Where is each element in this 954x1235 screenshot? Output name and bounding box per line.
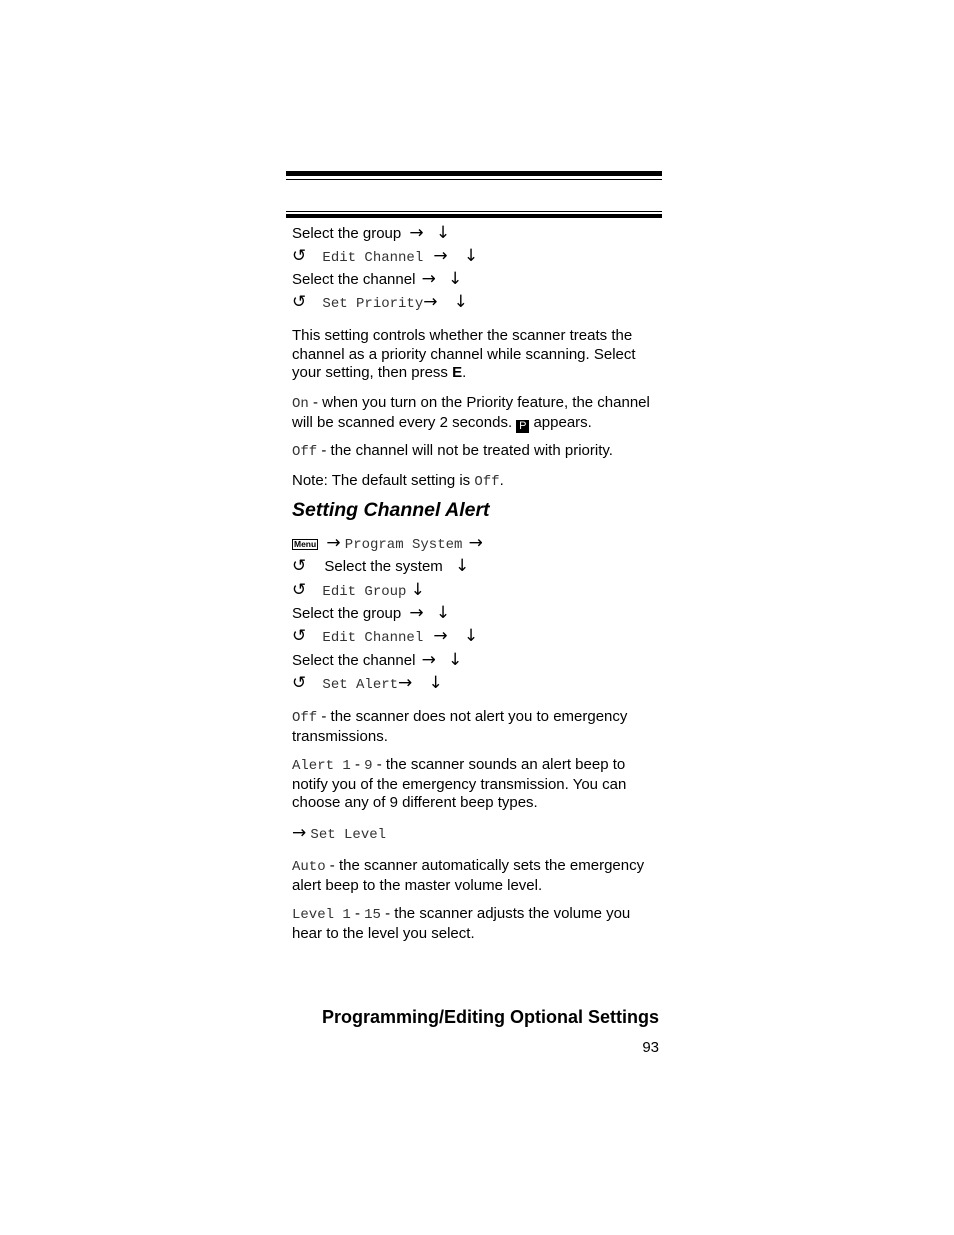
priority-note: Note: The default setting is Off. — [292, 472, 504, 490]
arrow-down-icon: ↓ — [463, 626, 479, 646]
arrow-right-icon: → — [409, 603, 424, 623]
priority-off-desc: Off - the channel will not be treated with priority. — [292, 442, 613, 460]
arrow-down-icon: ↓ — [410, 580, 425, 600]
arrow-right-icon: → — [409, 223, 424, 243]
level-desc: Level 1 - 15 - the scanner adjusts the volume you hear to the level you select. — [292, 905, 631, 942]
top-rule-thin — [286, 179, 662, 180]
step-select-system: ↺ Select the system ↓ — [292, 556, 470, 576]
rotate-icon: ↺ — [292, 673, 307, 693]
step-edit-channel: ↺ Edit Channel → ↓ — [292, 246, 479, 266]
section-rule-thick — [286, 214, 662, 218]
arrow-right-icon: → — [433, 626, 448, 646]
rotate-icon: ↺ — [292, 292, 307, 312]
step-select-channel-2: Select the channel → ↓ — [292, 650, 463, 670]
top-rule-thick — [286, 171, 662, 176]
arrow-down-icon: ↓ — [435, 603, 451, 623]
auto-desc: Auto - the scanner automatically sets the emergency alert beep to the master volume level. — [292, 857, 645, 894]
arrow-right-icon: → — [398, 673, 413, 693]
footer-title: Programming/Editing Optional Settings — [321, 1007, 659, 1027]
arrow-down-icon: ↓ — [448, 650, 463, 670]
arrow-down-icon: ↓ — [448, 269, 463, 289]
arrow-right-icon: → — [468, 533, 483, 553]
step-set-priority: ↺ Set Priority→ ↓ — [292, 292, 468, 312]
step-set-alert: ↺ Set Alert→ ↓ — [292, 673, 443, 693]
step-select-group: Select the group → ↓ — [292, 223, 451, 243]
alert-levels-desc: Alert 1 - 9 - the scanner sounds an alert beep to notify you of the emergency transmission. You can choose any of 9 different beep types. — [292, 756, 627, 811]
step-set-level: → Set Level — [292, 823, 387, 843]
arrow-right-icon: → — [292, 823, 307, 843]
arrow-right-icon: → — [421, 650, 436, 670]
arrow-down-icon: ↓ — [454, 556, 470, 576]
step-select-group-2: Select the group → ↓ — [292, 603, 451, 623]
page-number: 93 — [642, 1039, 659, 1056]
rotate-icon: ↺ — [292, 580, 307, 600]
arrow-down-icon: ↓ — [435, 223, 451, 243]
priority-intro: This setting controls whether the scanner treats the channel as a priority channel while scanning. Select your setting, then press E. — [292, 327, 636, 381]
alert-off-desc: Off - the scanner does not alert you to emergency transmissions. — [292, 708, 628, 745]
arrow-down-icon: ↓ — [453, 292, 468, 312]
arrow-right-icon: → — [423, 292, 438, 312]
priority-p-icon: P — [516, 420, 529, 433]
step-edit-channel-2: ↺ Edit Channel → ↓ — [292, 626, 479, 646]
arrow-right-icon: → — [326, 533, 341, 553]
menu-key-icon: Menu — [294, 539, 317, 549]
step-select-channel: Select the channel → ↓ — [292, 269, 463, 289]
section-heading: Setting Channel Alert — [292, 499, 490, 521]
arrow-right-icon: → — [433, 246, 448, 266]
priority-on-desc: On - when you turn on the Priority feature, the channel will be scanned every 2 seconds. P appears. — [292, 394, 650, 432]
rotate-icon: ↺ — [292, 246, 307, 266]
arrow-down-icon: ↓ — [428, 673, 443, 693]
step-menu-program-system: Menu → Program System → — [294, 533, 483, 553]
section-rule-thin — [286, 211, 662, 212]
step-edit-group: ↺ Edit Group ↓ — [292, 580, 425, 600]
arrow-right-icon: → — [421, 269, 436, 289]
rotate-icon: ↺ — [292, 626, 307, 646]
rotate-icon: ↺ — [292, 556, 307, 576]
arrow-down-icon: ↓ — [463, 246, 479, 266]
